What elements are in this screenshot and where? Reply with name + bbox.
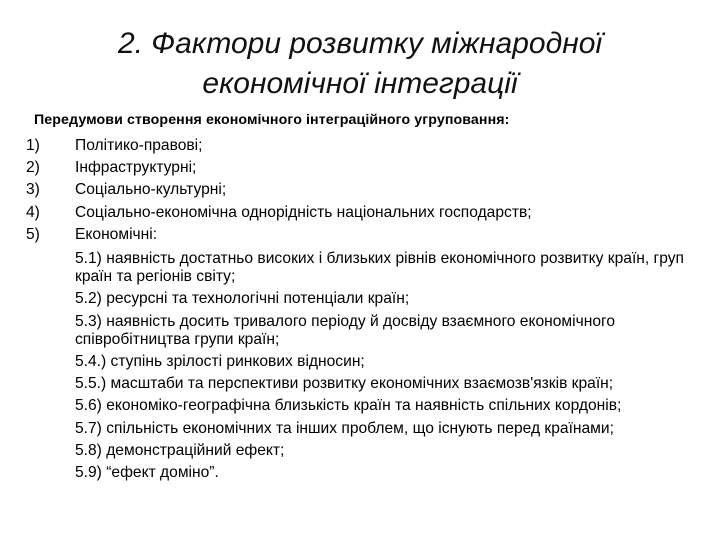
list-item-number: 2) xyxy=(26,159,40,177)
sub-item: 5.1) наявність достатньо високих і близьких рівнів економічного розвитку країн, груп країн та регіонів світу; xyxy=(75,250,684,286)
list-item-number: 3) xyxy=(26,181,40,199)
list-item-text: Політико-правові; xyxy=(75,137,203,154)
economic-subitems-list xyxy=(75,250,706,482)
sub-item: 5.3) наявність досить тривалого періоду й досвіду взаємного економічного співробітництва групи країн; xyxy=(75,312,616,348)
sub-item: 5.7) спільність економічних та інших проблем, що існують перед країнами; xyxy=(75,419,614,437)
sub-item: 5.6) економіко-географічна близькість країн та наявність спільних кордонів; xyxy=(75,397,622,415)
list-item-number: 1) xyxy=(26,137,40,154)
list-item xyxy=(26,135,706,157)
list-item xyxy=(26,202,706,224)
sub-item: 5.8) демонстраційний ефект; xyxy=(75,441,285,459)
sub-item: 5.4.) ступінь зрілості ринкових відносин; xyxy=(75,353,365,371)
slide-subtitle: Передумови створення економічного інтеграційного угруповання: xyxy=(34,112,510,128)
list-item xyxy=(26,157,706,179)
list-item xyxy=(26,224,706,482)
list-item-number: 5) xyxy=(26,225,40,243)
list-item-text: Економічні: xyxy=(75,225,158,243)
list-item-text: Соціально-культурні; xyxy=(75,181,227,199)
sub-item: 5.2) ресурсні та технологічні потенціали країн; xyxy=(75,290,410,308)
list-item-number: 4) xyxy=(26,203,40,221)
sub-item: 5.9) “ефект доміно”. xyxy=(75,464,219,482)
sub-item: 5.5.) масштаби та перспективи розвитку економічних взаємозв'язків країн; xyxy=(75,375,614,393)
factors-list xyxy=(26,135,706,482)
slide-title: 2. Фактори розвитку міжнародної економічної інтеграції xyxy=(117,27,603,100)
list-item-text: Інфраструктурні; xyxy=(75,159,197,177)
list-item xyxy=(26,179,706,201)
list-item-text: Соціально-економічна однорідність національних господарств; xyxy=(75,203,532,221)
